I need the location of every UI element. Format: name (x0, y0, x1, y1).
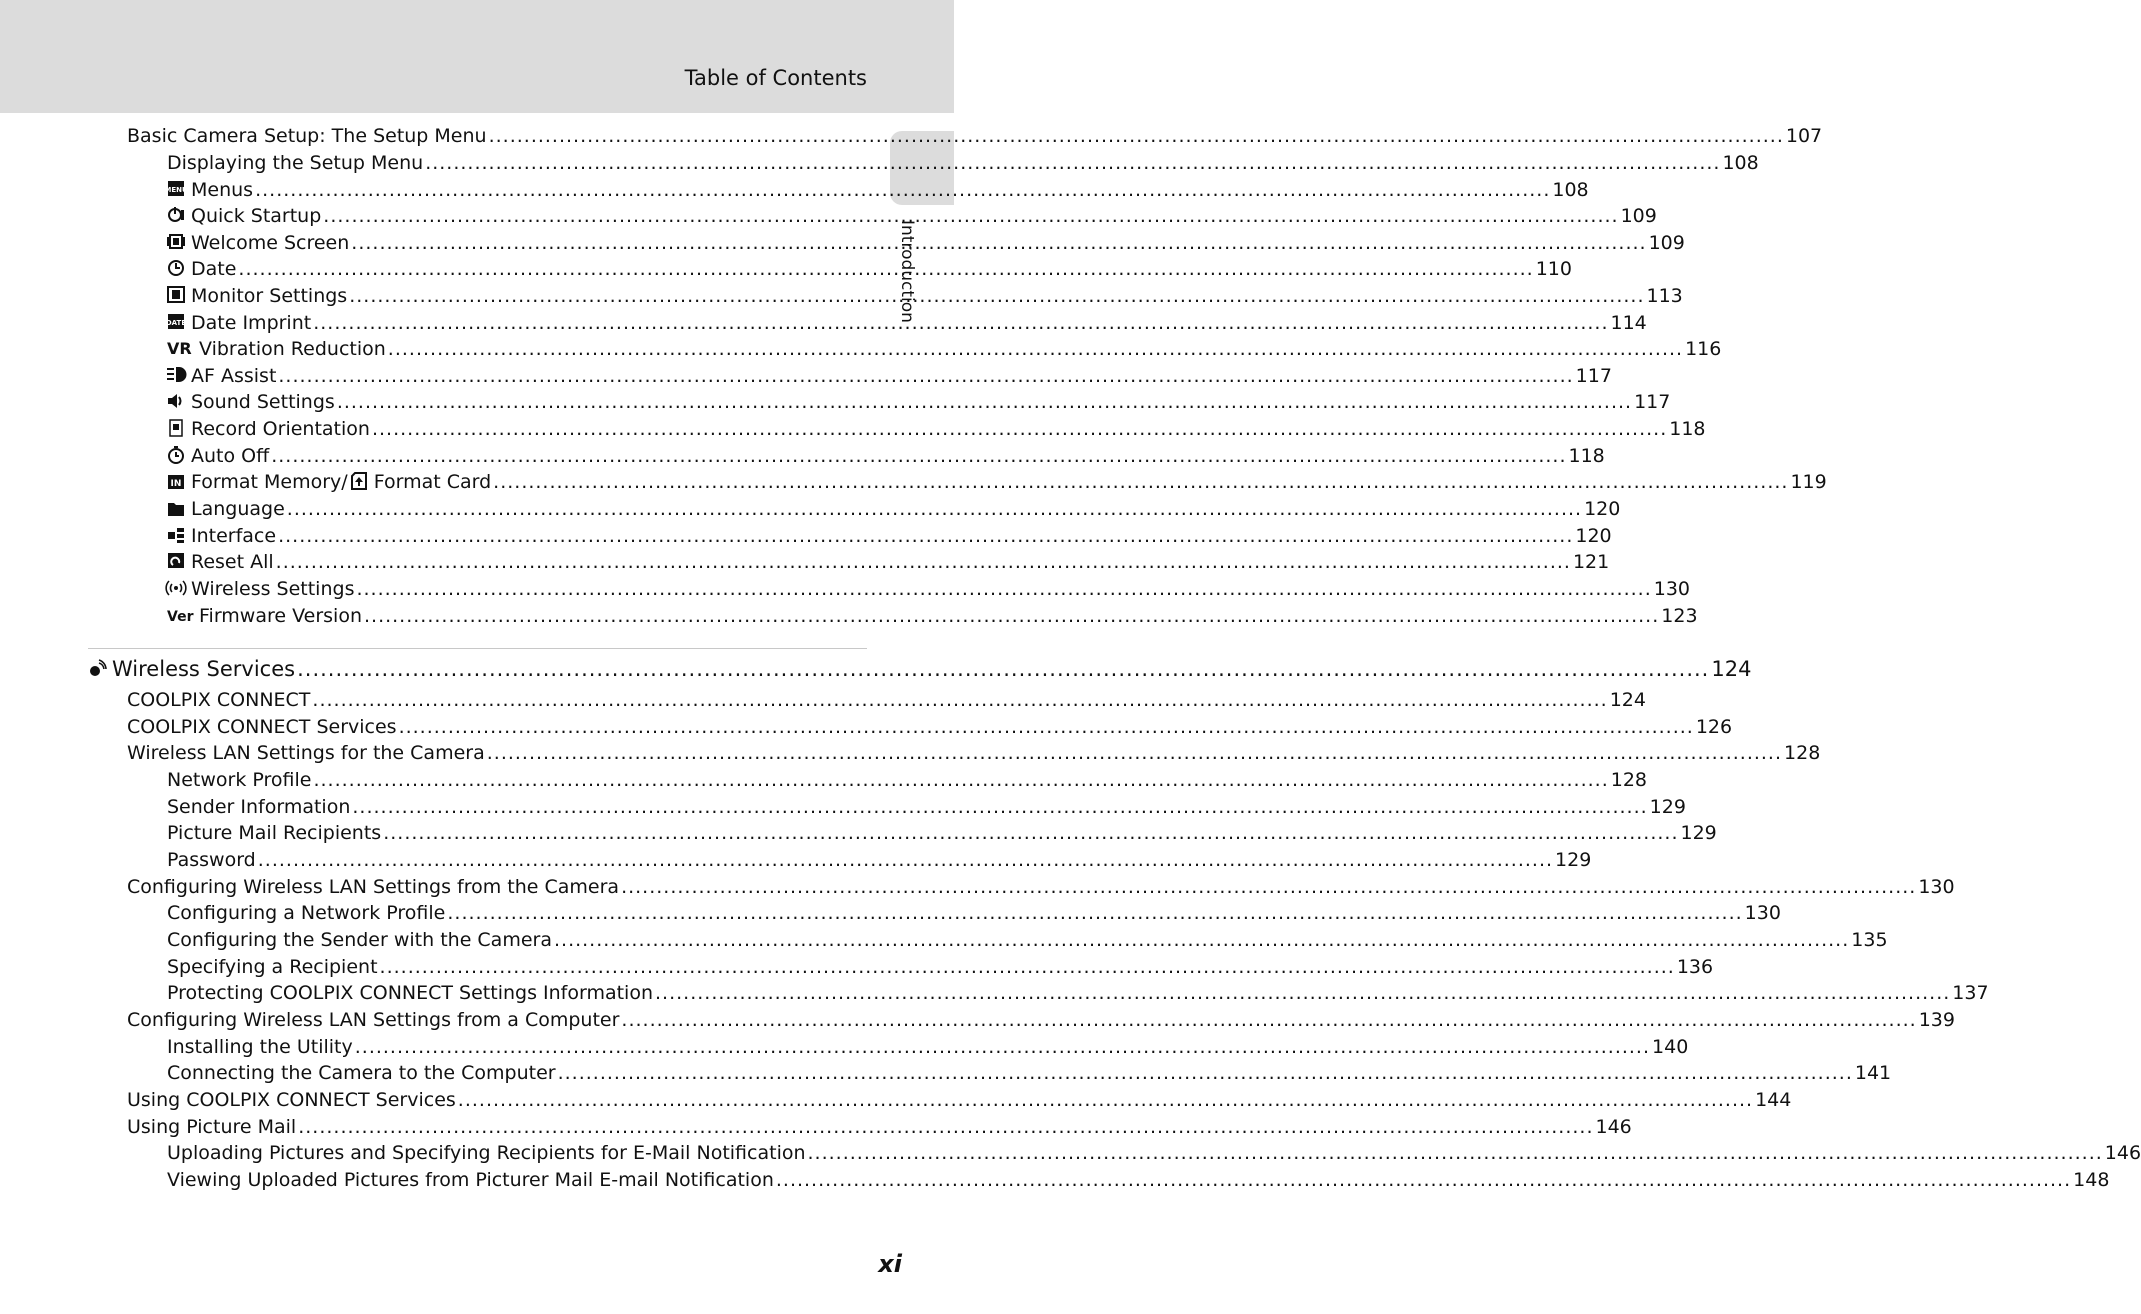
section-divider (88, 648, 867, 649)
toc-entry[interactable] (167, 471, 1827, 497)
toc-entry-title (167, 849, 256, 871)
toc-entry-title (167, 498, 285, 520)
toc-entry[interactable] (167, 418, 1706, 444)
toc-entry-text: Interface (191, 525, 277, 547)
toc-entry-title (167, 902, 445, 924)
toc-entry[interactable] (167, 232, 1685, 258)
toc-entry[interactable] (127, 689, 1646, 715)
toc-entry-page: 113 (1646, 285, 1683, 307)
toc-entry-text: Connecting the Camera to the Computer (167, 1062, 556, 1084)
toc-entry-title (167, 471, 491, 493)
toc-entry-page: 137 (1952, 982, 1989, 1004)
dot-leader (313, 312, 1608, 334)
toc-entry-title (167, 365, 276, 387)
quick-startup-icon (167, 206, 185, 223)
toc-entry-text: Installing the Utility (167, 1036, 353, 1058)
toc-entry-text: Quick Startup (191, 205, 322, 227)
toc-entry-title (167, 551, 274, 573)
toc-entry-page: 116 (1685, 338, 1722, 360)
toc-entry-text: Configuring Wireless LAN Settings from the Camera (127, 876, 620, 898)
toc-entry[interactable] (167, 391, 1671, 417)
toc-entry-title (167, 1036, 353, 1058)
toc-entry-text: Specifying a Recipient (167, 956, 378, 978)
page-number: xi (878, 1250, 902, 1278)
toc-entry-page: 148 (2073, 1169, 2110, 1191)
toc-entry-text: Language (191, 498, 285, 520)
dot-leader (554, 929, 1849, 951)
format-card-icon (350, 472, 368, 489)
toc-entry-title (167, 1142, 806, 1164)
toc-entry-title (127, 125, 487, 147)
toc-entry-title (167, 982, 653, 1004)
toc-entry-title (167, 769, 311, 791)
toc-entry-page: 117 (1575, 365, 1612, 387)
toc-entry[interactable] (167, 929, 1888, 955)
toc-entry-page: 144 (1755, 1089, 1792, 1111)
toc-entry-page: 126 (1695, 716, 1733, 738)
toc-entry-text: AF Assist (191, 365, 277, 387)
toc-entry[interactable] (167, 551, 1610, 577)
menus-icon (164, 180, 188, 197)
toc-entry-title (167, 338, 386, 360)
toc-entry-page: 108 (1552, 179, 1589, 201)
dot-leader (238, 258, 1533, 280)
toc-entry-page: 118 (1669, 418, 1706, 440)
dot-leader (364, 605, 1659, 627)
toc-entry-text: Wireless LAN Settings for the Camera (127, 742, 485, 764)
toc-entry-title (167, 822, 381, 844)
toc-entry-title (127, 742, 485, 764)
toc-entry-title (167, 796, 350, 818)
toc-entry-text: Network Profile (167, 769, 312, 791)
toc-entry-title (127, 876, 619, 898)
dot-leader (278, 365, 1573, 387)
auto-off-icon (167, 446, 185, 463)
toc-entry-page: 118 (1568, 445, 1605, 467)
dot-leader (258, 849, 1553, 871)
toc-entry-title (127, 1009, 619, 1031)
toc-entry-title (164, 179, 254, 201)
toc-entry-page: 107 (1785, 125, 1823, 147)
toc-entry-page: 110 (1535, 258, 1572, 280)
toc-entry-page: 114 (1610, 312, 1647, 334)
dot-leader (621, 1009, 1916, 1031)
toc-entry-title (167, 605, 362, 627)
toc-entry-page: 109 (1620, 205, 1657, 227)
toc-entry-page: 120 (1575, 525, 1612, 547)
dot-leader (808, 1142, 2103, 1164)
toc-entry[interactable] (167, 258, 1572, 284)
svg-text:MENU: MENU (164, 186, 188, 194)
format-memory-icon (167, 472, 185, 489)
header-title: Table of Contents (684, 66, 867, 90)
toc-entry-title (127, 1089, 456, 1111)
toc-entry-text: Using Picture Mail (127, 1116, 297, 1138)
toc-entry-page: 139 (1918, 1009, 1955, 1031)
toc-entry-page: 123 (1661, 605, 1698, 627)
toc-entry-page: 128 (1784, 742, 1821, 764)
dot-leader (776, 1169, 2071, 1191)
toc-entry[interactable] (167, 152, 1759, 178)
toc-entry[interactable] (127, 125, 1823, 151)
toc-entry-text: Date Imprint (191, 312, 312, 334)
toc-entry[interactable] (167, 285, 1683, 311)
toc-entry-text: Protecting COOLPIX CONNECT Settings Information (167, 982, 653, 1004)
dot-leader (487, 742, 1782, 764)
toc-entry[interactable] (167, 1036, 1689, 1062)
dot-leader (458, 1089, 1753, 1111)
dot-leader (352, 796, 1647, 818)
wireless-settings-icon (167, 579, 185, 596)
toc-entry[interactable] (167, 982, 1989, 1008)
dot-leader (297, 657, 1709, 681)
toc-entry[interactable] (167, 769, 1647, 795)
toc-entry-page: 124 (1609, 689, 1646, 711)
toc-entry-text: COOLPIX CONNECT (127, 689, 311, 711)
toc-entry-page: 121 (1572, 551, 1610, 573)
dot-leader (383, 822, 1678, 844)
reset-all-icon (167, 552, 185, 569)
toc-entry-title (167, 258, 236, 280)
sound-settings-icon (167, 392, 185, 409)
dot-leader (372, 418, 1667, 440)
toc-entry-text: Format Memory/ (191, 471, 348, 493)
dot-leader (287, 498, 1582, 520)
toc-entry[interactable] (167, 205, 1657, 231)
toc-entry[interactable] (167, 605, 1698, 631)
toc-entry-text: Password (167, 849, 256, 871)
toc-entry-page: 109 (1648, 232, 1685, 254)
toc-entry[interactable] (167, 956, 1714, 982)
toc-entry-text: Picture Mail Recipients (167, 822, 382, 844)
toc-entry-title (167, 929, 552, 951)
toc-entry-text: Format Card (367, 471, 492, 493)
toc-entry[interactable] (127, 876, 1955, 902)
page-header (0, 0, 954, 113)
dot-leader (399, 716, 1694, 738)
dot-leader (323, 205, 1618, 227)
toc-chapter[interactable] (88, 657, 1752, 683)
dot-leader (447, 902, 1742, 924)
toc-entry-page: 146 (1595, 1116, 1632, 1138)
dot-leader (349, 285, 1644, 307)
toc-entry[interactable] (167, 822, 1717, 848)
section-tab-label: Introduction (897, 220, 917, 323)
toc-entry[interactable] (127, 1116, 1632, 1142)
dot-leader (312, 689, 1607, 711)
toc-entry[interactable] (167, 365, 1612, 391)
toc-entry-page: 120 (1584, 498, 1621, 520)
dot-leader (255, 179, 1550, 201)
toc-entry[interactable] (167, 796, 1686, 822)
toc-entry[interactable] (167, 445, 1605, 471)
toc-entry-page: 128 (1610, 769, 1647, 791)
toc-entry[interactable] (127, 1089, 1792, 1115)
toc-entry-page: 130 (1918, 876, 1955, 898)
toc-entry-text: Configuring the Sender with the Camera (167, 929, 552, 951)
toc-entry-page: 124 (1711, 657, 1752, 681)
toc-entry-page: 140 (1652, 1036, 1689, 1058)
toc-entry-title (127, 689, 310, 711)
toc-entry-title (167, 445, 269, 467)
toc-entry-text: Displaying the Setup Menu (167, 152, 424, 174)
vibration-reduction-icon (167, 339, 193, 356)
dot-leader (298, 1116, 1593, 1138)
af-assist-icon (167, 366, 185, 383)
toc-entry-page: 130 (1653, 578, 1691, 600)
date-imprint-icon (167, 313, 185, 330)
dot-leader (355, 1036, 1650, 1058)
dot-leader (388, 338, 1683, 360)
toc-entry[interactable] (167, 902, 1781, 928)
toc-entry-text: Menus (191, 179, 254, 201)
toc-entry[interactable] (167, 1062, 1892, 1088)
toc-entry[interactable] (165, 312, 1647, 338)
toc-entry-title (167, 205, 321, 227)
toc-entry-page: 129 (1555, 849, 1592, 871)
svg-text:DATE: DATE (165, 319, 187, 327)
toc-entry-text: Wireless Services (112, 657, 296, 681)
toc-entry[interactable] (167, 1169, 2110, 1195)
toc-entry[interactable] (167, 578, 1691, 604)
toc-entry-text: Welcome Screen (191, 232, 350, 254)
interface-icon (167, 526, 185, 543)
toc-entry-text: Sound Settings (191, 391, 335, 413)
toc-entry-text: Wireless Settings (191, 578, 355, 600)
toc-entry-title (167, 312, 311, 334)
dot-leader (621, 876, 1916, 898)
toc-entry-text: Configuring a Network Profile (167, 902, 446, 924)
toc-entry-text: Auto Off (191, 445, 270, 467)
dot-leader (380, 956, 1675, 978)
dot-leader (337, 391, 1632, 413)
toc-entry[interactable] (127, 742, 1821, 768)
dot-leader (489, 125, 1784, 147)
toc-entry-page: 135 (1851, 929, 1888, 951)
svg-text:VR: VR (167, 339, 192, 358)
monitor-settings-icon (167, 286, 185, 303)
toc-entry-title (167, 956, 378, 978)
toc-entry-title (167, 578, 354, 600)
toc-entry-title (167, 1169, 774, 1191)
dot-leader (313, 769, 1608, 791)
wireless-services-icon (88, 659, 106, 676)
dot-leader (276, 551, 1571, 573)
toc-entry-text: COOLPIX CONNECT Services (127, 716, 397, 738)
toc-entry-title (88, 657, 295, 681)
toc-entry-text: Reset All (191, 551, 274, 573)
toc-entry-title (167, 232, 349, 254)
toc-entry-text: Firmware Version (199, 605, 362, 627)
toc-entry[interactable] (167, 1142, 2141, 1168)
toc-entry[interactable] (167, 338, 1722, 364)
toc-entry-title (127, 716, 397, 738)
welcome-screen-icon (167, 233, 185, 250)
dot-leader (558, 1062, 1853, 1084)
dot-leader (278, 525, 1573, 547)
dot-leader (351, 232, 1646, 254)
toc-entry[interactable] (167, 849, 1592, 875)
toc-entry-title (167, 1062, 556, 1084)
date-icon (167, 259, 185, 276)
toc-entry-page: 119 (1790, 471, 1827, 493)
toc-entry-page: 117 (1634, 391, 1671, 413)
language-icon (167, 499, 185, 516)
toc-entry-text: Date (191, 258, 237, 280)
toc-entry-title (167, 391, 335, 413)
dot-leader (271, 445, 1566, 467)
record-orientation-icon (167, 419, 185, 436)
toc-entry-text: Monitor Settings (191, 285, 348, 307)
toc-entry[interactable] (127, 1009, 1955, 1035)
toc-entry-title (167, 418, 370, 440)
dot-leader (356, 578, 1651, 600)
toc-entry[interactable] (164, 179, 1589, 205)
toc-entry-text: Viewing Uploaded Pictures from Picturer Mail E-mail Notification (167, 1169, 774, 1191)
toc-entry-page: 136 (1676, 956, 1714, 978)
toc-entry-title (167, 152, 423, 174)
toc-entry-title (167, 525, 276, 547)
toc-entry[interactable] (167, 525, 1612, 551)
toc-entry-title (167, 285, 347, 307)
toc-entry-text: Sender Information (167, 796, 351, 818)
toc-entry-text: Basic Camera Setup: The Setup Menu (127, 125, 487, 147)
dot-leader (493, 471, 1788, 493)
toc-entry-page: 129 (1649, 796, 1686, 818)
toc-entry-page: 146 (2104, 1142, 2141, 1164)
toc-entry-text: Configuring Wireless LAN Settings from a Computer (127, 1009, 620, 1031)
toc-entry-page: 130 (1744, 902, 1781, 924)
toc-entry-page: 108 (1722, 152, 1759, 174)
toc-entry-text: Uploading Pictures and Specifying Recipients for E-Mail Notification (167, 1142, 806, 1164)
svg-text:IN: IN (170, 479, 182, 489)
dot-leader (425, 152, 1720, 174)
svg-text:Ver: Ver (167, 609, 194, 625)
toc-entry-text: Using COOLPIX CONNECT Services (127, 1089, 456, 1111)
toc-entry-text: Record Orientation (191, 418, 370, 440)
dot-leader (655, 982, 1950, 1004)
firmware-version-icon (167, 606, 193, 623)
toc-entry-page: 141 (1854, 1062, 1892, 1084)
toc-entry[interactable] (167, 498, 1621, 524)
toc-entry-title (127, 1116, 296, 1138)
toc-entry-text: Vibration Reduction (199, 338, 386, 360)
toc-entry[interactable] (127, 716, 1733, 742)
toc-entry-page: 129 (1680, 822, 1717, 844)
